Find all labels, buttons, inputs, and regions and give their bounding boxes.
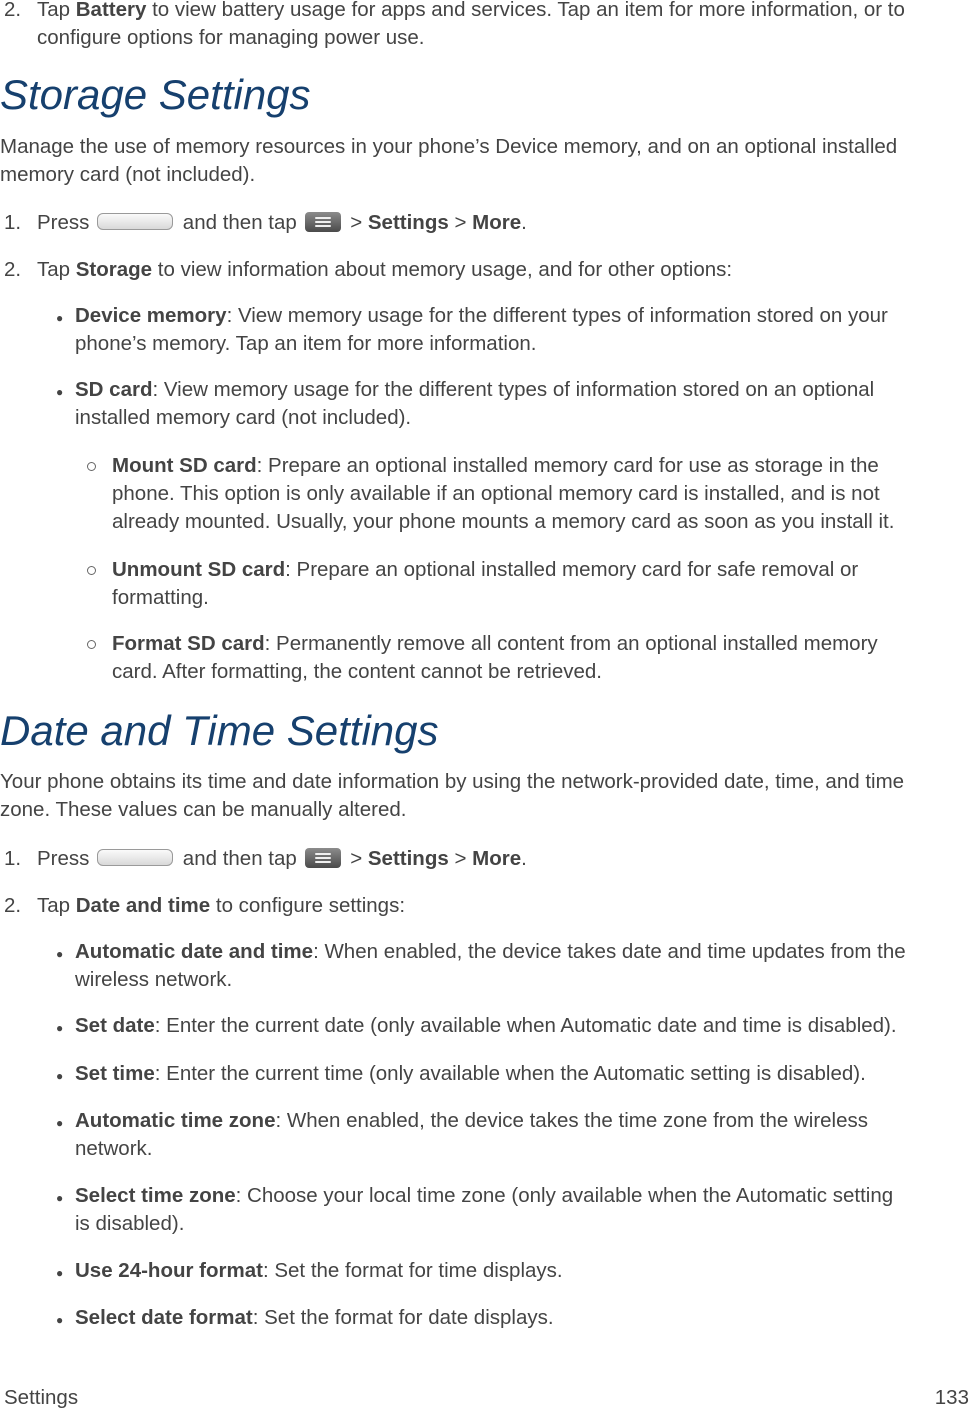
select-zone-line-2: is disabled). (75, 1212, 185, 1235)
auto-zone-line-1: Automatic time zone: When enabled, the device takes the time zone from the wireless (75, 1109, 868, 1132)
storage-step-1: Press and then tap > Settings > More. (37, 211, 527, 234)
sd-card-line-2: installed memory card (not included). (75, 406, 412, 429)
bullet-icon: ● (56, 1069, 64, 1083)
use24-line: Use 24-hour format: Set the format for time displays. (75, 1259, 563, 1282)
datetime-step-2: Tap Date and time to configure settings: (37, 894, 406, 917)
mount-sd-line-1: Mount SD card: Prepare an optional installed memory card for use as storage in the (112, 454, 879, 477)
format-sd-line-1: Format SD card: Permanently remove all content from an optional installed memory (112, 632, 878, 655)
home-key-icon (97, 849, 173, 866)
sd-card-line-1: SD card: View memory usage for the different types of information stored on an optional (75, 378, 875, 401)
auto-date-line-2: wireless network. (75, 968, 233, 991)
bullet-icon: ● (56, 1191, 64, 1205)
mount-sd-line-2: phone. This option is only available if an optional memory card is installed, and is not (112, 482, 880, 505)
storage-step-2: Tap Storage to view information about memory usage, and for other options: (37, 258, 733, 281)
unmount-sd-line-1: Unmount SD card: Prepare an optional installed memory card for safe removal or (112, 558, 859, 581)
battery-step-line-2: configure options for managing power use. (37, 26, 425, 49)
step-number: 2. (4, 0, 22, 21)
set-date-line: Set date: Enter the current date (only available when Automatic date and time is disabled). (75, 1014, 897, 1037)
select-zone-line-1: Select time zone: Choose your local time zone (only available when the Automatic setting (75, 1184, 894, 1207)
bullet-icon: ● (56, 1021, 64, 1035)
mount-sd-line-3: already mounted. Usually, your phone mounts a memory card as soon as you install it. (112, 510, 895, 533)
storage-intro-1: Manage the use of memory resources in your phone’s Device memory, and on an optional installed (0, 135, 898, 158)
storage-heading: Storage Settings (0, 71, 311, 118)
sub-bullet-icon (87, 566, 96, 575)
datetime-intro-1: Your phone obtains its time and date information by using the network-provided date, time, and time (0, 770, 905, 793)
set-time-line: Set time: Enter the current time (only available when the Automatic setting is disabled). (75, 1062, 866, 1085)
sub-bullet-icon (87, 640, 96, 649)
bullet-icon: ● (56, 1116, 64, 1130)
bullet-icon: ● (56, 1266, 64, 1280)
unmount-sd-line-2: formatting. (112, 586, 209, 609)
battery-step-line-1: Tap Battery to view battery usage for apps and services. Tap an item for more information, or to (37, 0, 905, 21)
menu-key-icon (305, 212, 341, 232)
footer-page-number: 133 (934, 1386, 969, 1409)
bullet-icon: ● (56, 311, 64, 325)
datetime-heading: Date and Time Settings (0, 707, 439, 754)
date-format-line: Select date format: Set the format for date displays. (75, 1306, 554, 1329)
home-key-icon (97, 213, 173, 230)
bullet-icon: ● (56, 947, 64, 961)
auto-date-line-1: Automatic date and time: When enabled, the device takes date and time updates from the (75, 940, 906, 963)
footer-section: Settings (4, 1386, 79, 1409)
device-memory-line-2: phone’s memory. Tap an item for more information. (75, 332, 537, 355)
auto-zone-line-2: network. (75, 1137, 153, 1160)
step-number: 2. (4, 258, 22, 281)
bullet-icon: ● (56, 1313, 64, 1327)
menu-key-icon (305, 848, 341, 868)
bullet-icon: ● (56, 385, 64, 399)
format-sd-line-2: card. After formatting, the content cannot be retrieved. (112, 660, 602, 683)
step-number: 1. (4, 211, 22, 234)
storage-intro-2: memory card (not included). (0, 163, 256, 186)
datetime-step-1: Press and then tap > Settings > More. (37, 847, 527, 870)
datetime-intro-2: zone. These values can be manually altered. (0, 798, 407, 821)
step-number: 2. (4, 894, 22, 917)
sub-bullet-icon (87, 462, 96, 471)
step-number: 1. (4, 847, 22, 870)
device-memory-line-1: Device memory: View memory usage for the different types of information stored on your (75, 304, 888, 327)
